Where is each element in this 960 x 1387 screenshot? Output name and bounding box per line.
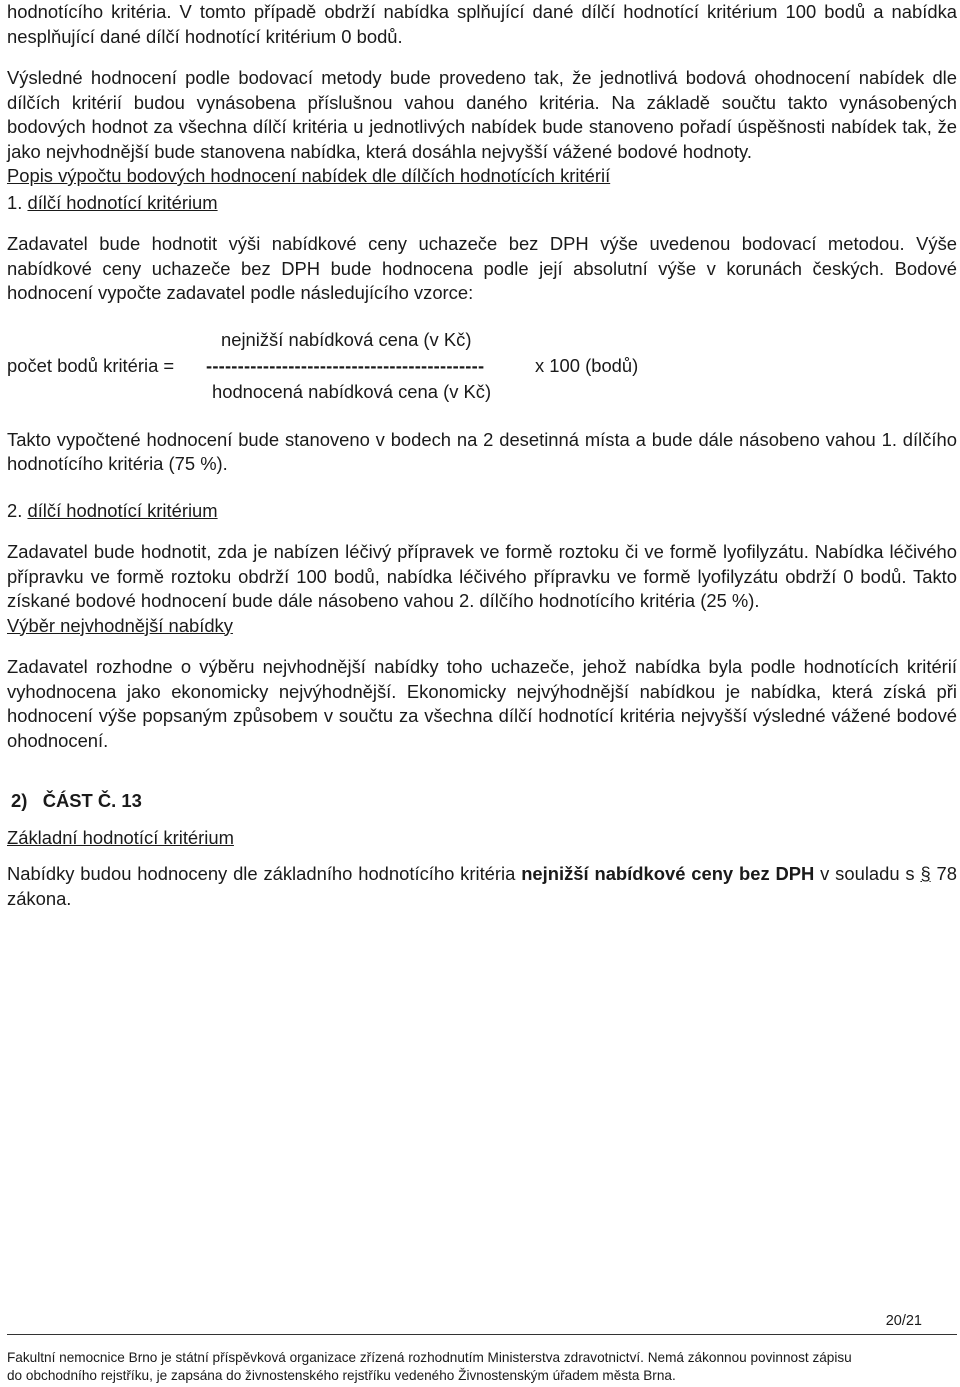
criterion-1-title: dílčí hodnotící kritérium	[27, 191, 218, 213]
criterion-2-title: dílčí hodnotící kritérium	[27, 499, 218, 521]
formula-numerator: nejnižší nabídková cena (v Kč)	[221, 328, 472, 350]
criterion-1-number: 1.	[7, 191, 23, 213]
paragraph-zakladni	[7, 862, 957, 911]
zakladni-text-a: Nabídky budou hodnoceny dle základního hodnotícího kritéria	[7, 863, 516, 884]
paragraph-criterion-1-rounding: Takto vypočtené hodnocení bude stanoveno v bodech na 2 desetinná místa a bude dále násobeno vahou 1. dílčího hodnotícího kritéria (75 %).	[7, 428, 957, 474]
footer-divider	[7, 1334, 957, 1335]
paragraph-vyber: Zadavatel rozhodne o výběru nejvhodnější nabídky toho uchazeče, jehož nabídka byla podle hodnotících kritérií vyhodnocena jako ekonomicky nejvýhodnější. Ekonomicky nejvýhodnější nabídkou je nabídka, která získá při hodnocení výše popsaným způsobem v součtu za všechna dílčí hodnotící kritéria nejvyšší výsledné vážené bodové ohodnocení.	[7, 656, 957, 751]
formula-denominator: hodnocená nabídková cena (v Kč)	[212, 380, 492, 402]
heading-criterion-1	[7, 191, 957, 216]
footer-line-2: do obchodního rejstříku, je zapsána do živnostenského rejstříku vedeného Živnostenským úřadem města Brna.	[7, 1368, 676, 1383]
zakladni-text-b: v souladu s	[820, 863, 915, 884]
paragraph-sign: §	[920, 863, 931, 884]
paragraph-criterion-2: Zadavatel bude hodnotit, zda je nabízen léčivý přípravek ve formě roztoku či ve formě lyofilyzátu. Nabídka léčivého přípravku ve formě roztoku obdrží 100 bodů, nabídka léčivého přípravku ve formě lyofilyzátu obdrží 0 bodů. Takto získané bodové hodnocení bude dále násobeno vahou 2. dílčího hodnotícího kritéria (25 %).	[7, 541, 957, 611]
scoring-formula	[7, 328, 957, 404]
heading-vyber: Výběr nejvhodnější nabídky	[7, 614, 233, 636]
paragraph-intro: hodnotícího kritéria. V tomto případě obdrží nabídka splňující dané dílčí hodnotící kritérium 100 bodů a nabídka nesplňující dané dílčí hodnotící kritérium 0 bodů.	[7, 1, 957, 47]
paragraph-result: Výsledné hodnocení podle bodovací metody bude provedeno tak, že jednotlivá bodová ohodnocení nabídek dle dílčích kritérií budou vynásobena příslušnou vahou daného kritéria. Na základě součtu takto vynásobených bodových hodnot za všechna dílčí kritéria u jednotlivých nabídek bude stanoveno pořadí úspěšnosti nabídek tak, že jako nejvhodnější bude stanovena nabídka, která dosáhla nejvyšší vážené bodové hodnoty.	[7, 67, 957, 162]
paragraph-criterion-1: Zadavatel bude hodnotit výši nabídkové ceny uchazeče bez DPH výše uvedenou bodovací metodou. Výše nabídkové ceny uchazeče bez DPH bude hodnocena podle její absolutní výše v korunách českých. Bodové hodnocení vypočte zadavatel podle následujícího vzorce:	[7, 233, 957, 303]
zakladni-bold-criterion: nejnižší nabídkové ceny bez DPH	[521, 863, 815, 884]
heading-popis: Popis výpočtu bodových hodnocení nabídek dle dílčích hodnotících kritérií	[7, 165, 611, 186]
part-title: ČÁST Č. 13	[42, 790, 142, 811]
page-number: 20/21	[885, 1313, 922, 1329]
formula-left-side: počet bodů kritéria =	[7, 354, 175, 376]
heading-criterion-2	[7, 499, 957, 524]
zakladni-text-c: 78 zákona.	[7, 863, 957, 909]
document-body	[7, 0, 957, 911]
formula-multiplier: x 100 (bodů)	[535, 354, 639, 376]
part-heading	[7, 789, 957, 814]
page-footer	[7, 1349, 957, 1385]
criterion-2-number: 2.	[7, 499, 23, 521]
formula-fraction-line: --------------------------------------------	[206, 354, 485, 376]
heading-zakladni: Základní hodnotící kritérium	[7, 826, 234, 848]
footer-line-1: Fakultní nemocnice Brno je státní příspěvková organizace zřízená rozhodnutím Ministerstva zdravotnictví. Nemá zákonnou povinnost zápisu	[7, 1350, 852, 1365]
part-number: 2)	[11, 790, 28, 811]
